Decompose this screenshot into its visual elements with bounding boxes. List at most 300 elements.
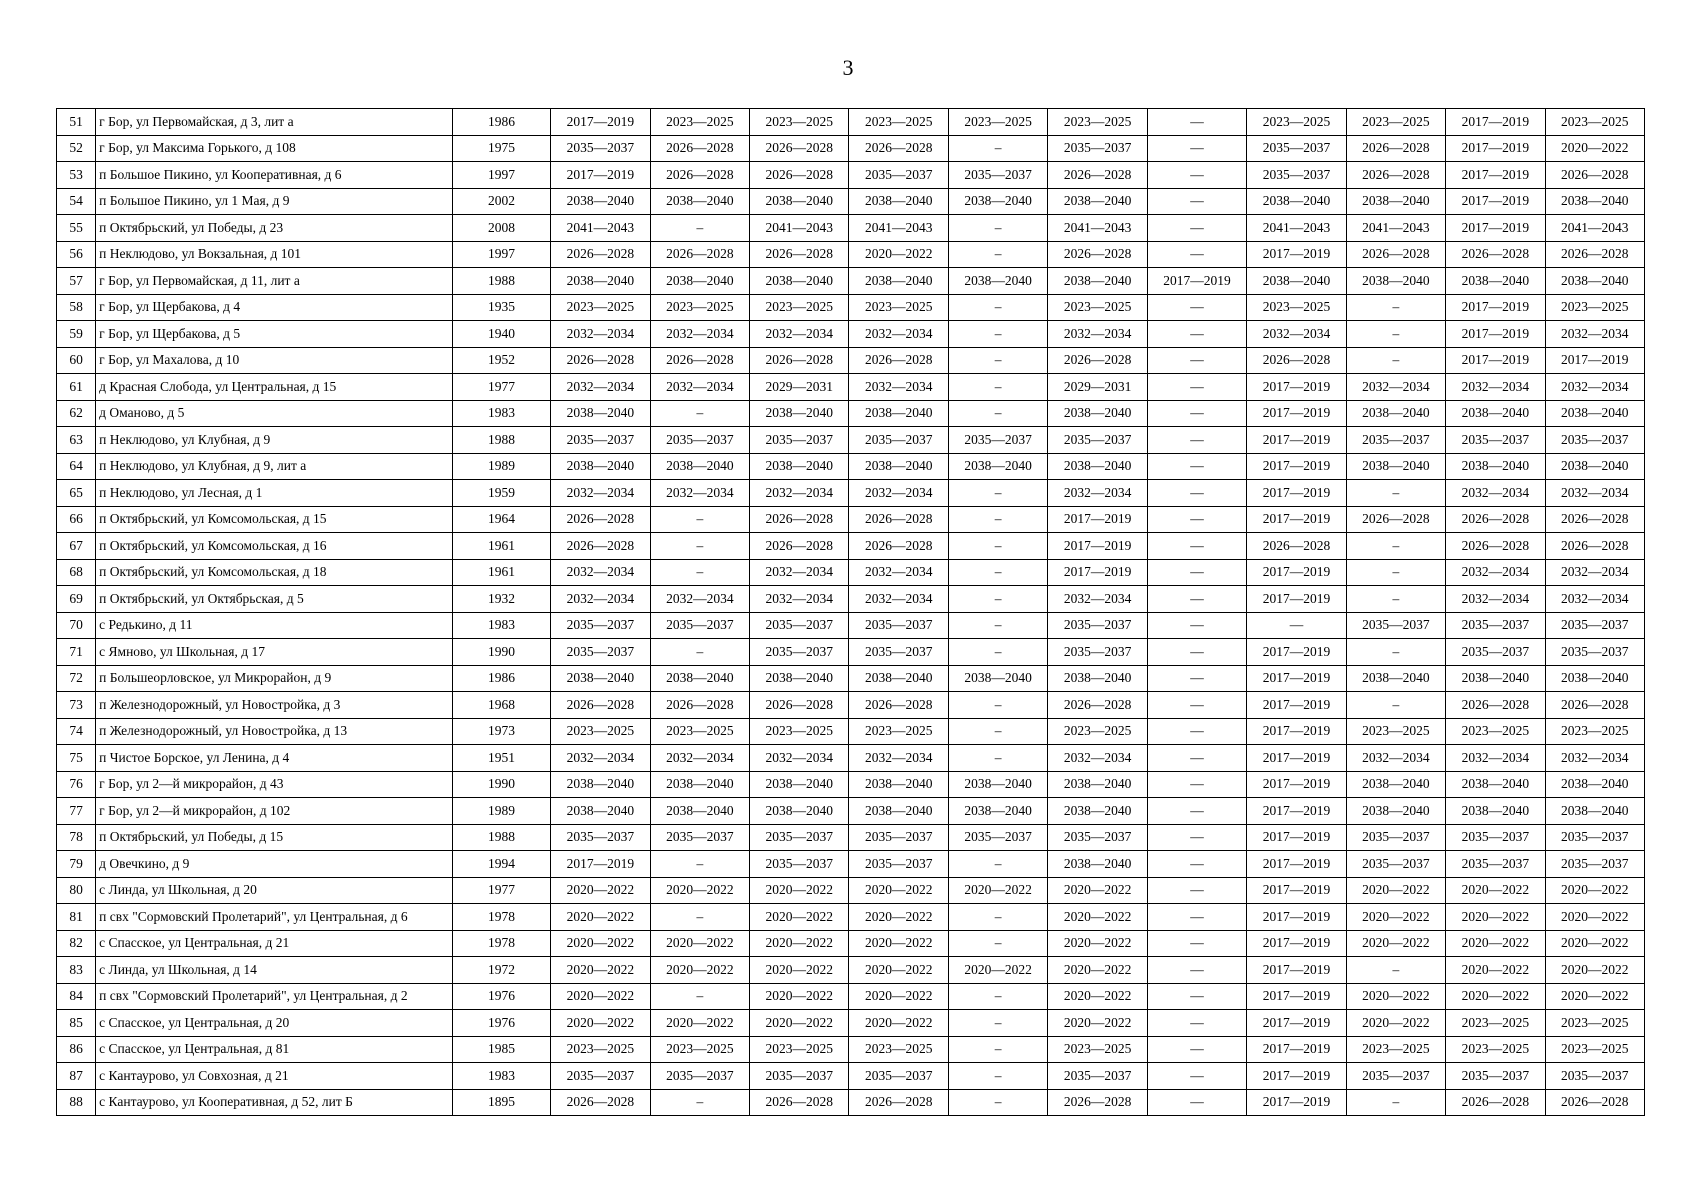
row-number-cell: 83 xyxy=(57,957,96,984)
repair-period-cell: 2023—2025 xyxy=(650,294,749,321)
repair-period-cell: 2038—2040 xyxy=(1048,771,1147,798)
repair-period-cell: — xyxy=(1147,1010,1246,1037)
repair-period-cell: 2038—2040 xyxy=(1346,798,1445,825)
repair-period-cell: 2017—2019 xyxy=(1247,506,1346,533)
repair-period-cell: 2026—2028 xyxy=(849,347,948,374)
repair-period-cell: 2035—2037 xyxy=(650,1063,749,1090)
repair-period-cell: — xyxy=(1147,400,1246,427)
repair-period-cell: 2035—2037 xyxy=(1346,1063,1445,1090)
repair-period-cell: – xyxy=(948,1063,1047,1090)
repair-period-cell: 2041—2043 xyxy=(849,215,948,242)
repair-period-cell: 2038—2040 xyxy=(948,771,1047,798)
repair-period-cell: 2023—2025 xyxy=(551,1036,650,1063)
repair-period-cell: 2038—2040 xyxy=(1346,665,1445,692)
repair-period-cell: 2035—2037 xyxy=(1048,427,1147,454)
table-row xyxy=(57,718,1645,745)
repair-period-cell: 2026—2028 xyxy=(849,533,948,560)
repair-period-cell: – xyxy=(650,983,749,1010)
address-cell: с Линда, ул Школьная, д 14 xyxy=(96,957,453,984)
address-cell: п Октябрьский, ул Комсомольская, д 16 xyxy=(96,533,453,560)
repair-period-cell: 2038—2040 xyxy=(551,453,650,480)
repair-period-cell: 2032—2034 xyxy=(750,745,849,772)
repair-period-cell: 2035—2037 xyxy=(750,1063,849,1090)
repair-period-cell: 2038—2040 xyxy=(1545,798,1644,825)
repair-period-cell: 2020—2022 xyxy=(849,241,948,268)
repair-period-cell: — xyxy=(1147,506,1246,533)
repair-period-cell: 2035—2037 xyxy=(551,612,650,639)
repair-period-cell: — xyxy=(1147,639,1246,666)
table-row xyxy=(57,851,1645,878)
repair-period-cell: 2026—2028 xyxy=(1346,241,1445,268)
repair-period-cell: 2026—2028 xyxy=(551,347,650,374)
repair-period-cell: 2017—2019 xyxy=(1247,930,1346,957)
row-number-cell: 60 xyxy=(57,347,96,374)
repair-period-cell: 2020—2022 xyxy=(650,1010,749,1037)
repair-period-cell: 2038—2040 xyxy=(1346,771,1445,798)
repair-period-cell: 2038—2040 xyxy=(1048,188,1147,215)
repair-period-cell: 2035—2037 xyxy=(1048,135,1147,162)
repair-period-cell: – xyxy=(948,930,1047,957)
repair-period-cell: 2032—2034 xyxy=(551,745,650,772)
address-cell: п Большеорловское, ул Микрорайон, д 9 xyxy=(96,665,453,692)
repair-period-cell: 2023—2025 xyxy=(849,294,948,321)
repair-period-cell: 2038—2040 xyxy=(1545,188,1644,215)
repair-period-cell: – xyxy=(948,321,1047,348)
repair-period-cell: — xyxy=(1147,347,1246,374)
repair-period-cell: 2032—2034 xyxy=(551,480,650,507)
repair-period-cell: 2020—2022 xyxy=(849,904,948,931)
address-cell: п Железнодорожный, ул Новостройка, д 3 xyxy=(96,692,453,719)
repair-period-cell: 2026—2028 xyxy=(551,1089,650,1116)
repair-period-cell: – xyxy=(948,215,1047,242)
repair-period-cell: 2023—2025 xyxy=(650,109,749,136)
repair-period-cell: 2017—2019 xyxy=(1247,824,1346,851)
repair-period-cell: – xyxy=(948,851,1047,878)
table-row xyxy=(57,533,1645,560)
repair-period-cell: 2038—2040 xyxy=(650,665,749,692)
repair-period-cell: 2038—2040 xyxy=(1545,268,1644,295)
year-built-cell: 1959 xyxy=(452,480,550,507)
repair-period-cell: 2026—2028 xyxy=(1346,506,1445,533)
row-number-cell: 81 xyxy=(57,904,96,931)
repair-period-cell: 2035—2037 xyxy=(849,1063,948,1090)
year-built-cell: 1935 xyxy=(452,294,550,321)
repair-period-cell: 2020—2022 xyxy=(750,1010,849,1037)
repair-period-cell: 2026—2028 xyxy=(750,162,849,189)
repair-period-cell: 2017—2019 xyxy=(1247,400,1346,427)
repair-period-cell: 2017—2019 xyxy=(1247,586,1346,613)
repair-period-cell: – xyxy=(1346,480,1445,507)
row-number-cell: 74 xyxy=(57,718,96,745)
table-row xyxy=(57,162,1645,189)
repair-period-cell: 2017—2019 xyxy=(1545,347,1644,374)
year-built-cell: 1972 xyxy=(452,957,550,984)
table-row xyxy=(57,268,1645,295)
repair-period-cell: 2038—2040 xyxy=(1446,268,1545,295)
repair-period-cell: 2017—2019 xyxy=(1247,1036,1346,1063)
table-row xyxy=(57,586,1645,613)
repair-period-cell: – xyxy=(948,639,1047,666)
repair-period-cell: 2026—2028 xyxy=(650,135,749,162)
repair-period-cell: – xyxy=(1346,321,1445,348)
repair-period-cell: 2020—2022 xyxy=(750,877,849,904)
repair-period-cell: – xyxy=(948,294,1047,321)
repair-period-cell: 2026—2028 xyxy=(750,692,849,719)
repair-period-cell: 2017—2019 xyxy=(1247,453,1346,480)
address-cell: г Бор, ул Щербакова, д 4 xyxy=(96,294,453,321)
repair-period-cell: 2032—2034 xyxy=(1545,586,1644,613)
repair-period-cell: 2038—2040 xyxy=(650,188,749,215)
table-row xyxy=(57,1089,1645,1116)
repair-period-cell: 2020—2022 xyxy=(1048,957,1147,984)
repair-period-cell: – xyxy=(948,506,1047,533)
address-cell: г Бор, ул Первомайская, д 3, лит а xyxy=(96,109,453,136)
repair-period-cell: 2017—2019 xyxy=(1247,771,1346,798)
repair-period-cell: 2035—2037 xyxy=(1048,1063,1147,1090)
repair-period-cell: 2035—2037 xyxy=(1346,427,1445,454)
repair-period-cell: 2035—2037 xyxy=(750,427,849,454)
repair-period-cell: 2017—2019 xyxy=(551,162,650,189)
repair-period-cell: 2017—2019 xyxy=(1247,1063,1346,1090)
repair-period-cell: 2032—2034 xyxy=(1545,374,1644,401)
repair-period-cell: 2017—2019 xyxy=(1247,1010,1346,1037)
repair-period-cell: 2020—2022 xyxy=(650,957,749,984)
repair-period-cell: 2017—2019 xyxy=(551,109,650,136)
repair-period-cell: 2017—2019 xyxy=(1446,135,1545,162)
address-cell: п Железнодорожный, ул Новостройка, д 13 xyxy=(96,718,453,745)
row-number-cell: 76 xyxy=(57,771,96,798)
repair-period-cell: 2038—2040 xyxy=(750,665,849,692)
repair-period-cell: – xyxy=(650,506,749,533)
row-number-cell: 84 xyxy=(57,983,96,1010)
row-number-cell: 85 xyxy=(57,1010,96,1037)
repair-period-cell: 2020—2022 xyxy=(948,877,1047,904)
repair-period-cell: 2035—2037 xyxy=(1346,612,1445,639)
repair-period-cell: 2038—2040 xyxy=(551,771,650,798)
repair-period-cell: 2026—2028 xyxy=(849,1089,948,1116)
repair-period-cell: 2038—2040 xyxy=(849,268,948,295)
row-number-cell: 55 xyxy=(57,215,96,242)
repair-period-cell: 2017—2019 xyxy=(1147,268,1246,295)
repair-period-cell: 2023—2025 xyxy=(948,109,1047,136)
address-cell: г Бор, ул Максима Горького, д 108 xyxy=(96,135,453,162)
repair-period-cell: – xyxy=(948,533,1047,560)
repair-period-cell: 2032—2034 xyxy=(849,321,948,348)
repair-period-cell: – xyxy=(948,586,1047,613)
repair-period-cell: 2038—2040 xyxy=(750,771,849,798)
address-cell: п Неклюдово, ул Клубная, д 9 xyxy=(96,427,453,454)
repair-period-cell: — xyxy=(1247,612,1346,639)
repair-period-cell: 2035—2037 xyxy=(551,824,650,851)
repair-period-cell: 2035—2037 xyxy=(551,427,650,454)
year-built-cell: 1983 xyxy=(452,612,550,639)
repair-period-cell: 2041—2043 xyxy=(1346,215,1445,242)
table-body xyxy=(57,109,1645,1116)
year-built-cell: 2008 xyxy=(452,215,550,242)
repair-period-cell: 2020—2022 xyxy=(1346,1010,1445,1037)
year-built-cell: 1997 xyxy=(452,241,550,268)
repair-period-cell: — xyxy=(1147,321,1246,348)
repair-period-cell: 2032—2034 xyxy=(1545,745,1644,772)
repair-period-cell: 2038—2040 xyxy=(1346,188,1445,215)
repair-period-cell: 2032—2034 xyxy=(1247,321,1346,348)
repair-period-cell: 2020—2022 xyxy=(1446,983,1545,1010)
repair-period-cell: 2035—2037 xyxy=(1446,639,1545,666)
repair-period-cell: 2032—2034 xyxy=(750,586,849,613)
repair-period-cell: — xyxy=(1147,692,1246,719)
repair-period-cell: 2020—2022 xyxy=(849,983,948,1010)
repair-period-cell: — xyxy=(1147,241,1246,268)
row-number-cell: 75 xyxy=(57,745,96,772)
table-row xyxy=(57,347,1645,374)
table-row xyxy=(57,109,1645,136)
year-built-cell: 1997 xyxy=(452,162,550,189)
year-built-cell: 1988 xyxy=(452,824,550,851)
address-cell: г Бор, ул 2—й микрорайон, д 43 xyxy=(96,771,453,798)
repair-period-cell: 2026—2028 xyxy=(650,347,749,374)
repair-period-cell: 2038—2040 xyxy=(1048,798,1147,825)
repair-period-cell: — xyxy=(1147,877,1246,904)
repair-period-cell: 2038—2040 xyxy=(1446,771,1545,798)
repair-period-cell: 2032—2034 xyxy=(1446,559,1545,586)
repair-period-cell: 2035—2037 xyxy=(650,612,749,639)
repair-period-cell: — xyxy=(1147,480,1246,507)
repair-period-cell: – xyxy=(948,718,1047,745)
year-built-cell: 1985 xyxy=(452,1036,550,1063)
repair-period-cell: 2017—2019 xyxy=(1048,533,1147,560)
repair-period-cell: 2032—2034 xyxy=(1446,480,1545,507)
repair-period-cell: 2035—2037 xyxy=(1247,162,1346,189)
year-built-cell: 1964 xyxy=(452,506,550,533)
repair-period-cell: – xyxy=(1346,692,1445,719)
repair-period-cell: 2038—2040 xyxy=(750,188,849,215)
row-number-cell: 59 xyxy=(57,321,96,348)
repair-period-cell: — xyxy=(1147,718,1246,745)
repair-period-cell: 2023—2025 xyxy=(1346,1036,1445,1063)
repair-period-cell: 2035—2037 xyxy=(849,612,948,639)
repair-period-cell: 2038—2040 xyxy=(1446,798,1545,825)
repair-period-cell: 2038—2040 xyxy=(750,268,849,295)
address-cell: п Октябрьский, ул Победы, д 23 xyxy=(96,215,453,242)
repair-period-cell: – xyxy=(650,904,749,931)
repair-period-cell: 2020—2022 xyxy=(750,957,849,984)
address-cell: с Редькино, д 11 xyxy=(96,612,453,639)
table-row xyxy=(57,612,1645,639)
repair-period-cell: 2038—2040 xyxy=(650,268,749,295)
repair-period-cell: 2038—2040 xyxy=(948,665,1047,692)
repair-period-cell: 2038—2040 xyxy=(1048,851,1147,878)
repair-period-cell: 2026—2028 xyxy=(750,241,849,268)
repair-period-cell: 2038—2040 xyxy=(551,268,650,295)
address-cell: с Спасское, ул Центральная, д 81 xyxy=(96,1036,453,1063)
repair-period-cell: 2023—2025 xyxy=(1346,109,1445,136)
repair-period-cell: 2026—2028 xyxy=(1346,162,1445,189)
table-row xyxy=(57,692,1645,719)
repair-period-cell: 2026—2028 xyxy=(849,506,948,533)
repair-period-cell: 2020—2022 xyxy=(1446,877,1545,904)
repair-period-cell: – xyxy=(948,1036,1047,1063)
repair-period-cell: 2035—2037 xyxy=(948,162,1047,189)
repair-period-cell: 2026—2028 xyxy=(750,1089,849,1116)
repair-period-cell: — xyxy=(1147,453,1246,480)
repair-period-cell: 2032—2034 xyxy=(650,374,749,401)
repair-period-cell: 2035—2037 xyxy=(1545,612,1644,639)
repair-period-cell: 2038—2040 xyxy=(849,771,948,798)
repair-period-cell: — xyxy=(1147,851,1246,878)
repair-period-cell: 2026—2028 xyxy=(1048,162,1147,189)
row-number-cell: 62 xyxy=(57,400,96,427)
repair-period-cell: 2026—2028 xyxy=(1545,533,1644,560)
repair-period-cell: 2020—2022 xyxy=(849,877,948,904)
repair-period-cell: — xyxy=(1147,1089,1246,1116)
repair-period-cell: 2020—2022 xyxy=(1545,930,1644,957)
table-row xyxy=(57,321,1645,348)
table-row xyxy=(57,904,1645,931)
repair-period-cell: 2038—2040 xyxy=(1446,453,1545,480)
row-number-cell: 66 xyxy=(57,506,96,533)
repair-period-cell: – xyxy=(948,1010,1047,1037)
year-built-cell: 1986 xyxy=(452,665,550,692)
row-number-cell: 82 xyxy=(57,930,96,957)
year-built-cell: 1989 xyxy=(452,798,550,825)
repair-period-cell: 2038—2040 xyxy=(849,453,948,480)
repair-period-cell: 2017—2019 xyxy=(1446,188,1545,215)
repair-period-cell: — xyxy=(1147,215,1246,242)
repair-period-cell: 2017—2019 xyxy=(1446,162,1545,189)
repair-period-cell: – xyxy=(650,851,749,878)
repair-period-cell: 2020—2022 xyxy=(1446,930,1545,957)
table-row xyxy=(57,427,1645,454)
year-built-cell: 1976 xyxy=(452,983,550,1010)
repair-period-cell: 2020—2022 xyxy=(551,957,650,984)
repair-period-cell: 2032—2034 xyxy=(650,745,749,772)
repair-period-cell: 2026—2028 xyxy=(1545,506,1644,533)
repair-period-cell: 2035—2037 xyxy=(1446,851,1545,878)
repair-period-cell: 2020—2022 xyxy=(1545,904,1644,931)
repair-period-cell: – xyxy=(948,612,1047,639)
row-number-cell: 68 xyxy=(57,559,96,586)
address-cell: п Неклюдово, ул Клубная, д 9, лит а xyxy=(96,453,453,480)
table-row xyxy=(57,665,1645,692)
repair-period-cell: 2017—2019 xyxy=(1247,374,1346,401)
repair-period-cell: 2038—2040 xyxy=(849,798,948,825)
repair-period-cell: — xyxy=(1147,374,1246,401)
repair-period-cell: 2035—2037 xyxy=(1247,135,1346,162)
repair-period-cell: 2038—2040 xyxy=(1446,400,1545,427)
repair-period-cell: 2038—2040 xyxy=(1048,268,1147,295)
repair-period-cell: 2026—2028 xyxy=(551,241,650,268)
repair-period-cell: 2026—2028 xyxy=(1545,162,1644,189)
repair-period-cell: 2032—2034 xyxy=(1545,559,1644,586)
repair-period-cell: 2017—2019 xyxy=(1247,559,1346,586)
repair-period-cell: 2017—2019 xyxy=(1247,957,1346,984)
repair-period-cell: 2017—2019 xyxy=(1247,851,1346,878)
repair-period-cell: 2032—2034 xyxy=(650,480,749,507)
repair-period-cell: 2023—2025 xyxy=(849,1036,948,1063)
repair-period-cell: 2026—2028 xyxy=(551,533,650,560)
repair-period-cell: 2035—2037 xyxy=(849,427,948,454)
repair-period-cell: 2020—2022 xyxy=(1346,983,1445,1010)
table-row xyxy=(57,506,1645,533)
repair-period-cell: 2026—2028 xyxy=(1446,1089,1545,1116)
table-row xyxy=(57,400,1645,427)
repair-period-cell: 2017—2019 xyxy=(1446,321,1545,348)
table-row xyxy=(57,1036,1645,1063)
repair-period-cell: 2020—2022 xyxy=(1446,904,1545,931)
year-built-cell: 1990 xyxy=(452,771,550,798)
repair-period-cell: – xyxy=(650,400,749,427)
repair-period-cell: 2038—2040 xyxy=(750,400,849,427)
repair-period-cell: 2020—2022 xyxy=(650,877,749,904)
address-cell: д Красная Слобода, ул Центральная, д 15 xyxy=(96,374,453,401)
repair-period-cell: 2038—2040 xyxy=(650,453,749,480)
repair-period-cell: 2020—2022 xyxy=(948,957,1047,984)
repair-period-cell: 2017—2019 xyxy=(1247,427,1346,454)
repair-period-cell: 2026—2028 xyxy=(1048,241,1147,268)
repair-period-cell: – xyxy=(1346,957,1445,984)
year-built-cell: 1988 xyxy=(452,268,550,295)
table-row xyxy=(57,215,1645,242)
row-number-cell: 70 xyxy=(57,612,96,639)
table-row xyxy=(57,798,1645,825)
repair-period-cell: 2038—2040 xyxy=(551,665,650,692)
address-cell: г Бор, ул 2—й микрорайон, д 102 xyxy=(96,798,453,825)
year-built-cell: 1986 xyxy=(452,109,550,136)
repair-period-cell: 2041—2043 xyxy=(1247,215,1346,242)
repair-period-cell: 2038—2040 xyxy=(1048,453,1147,480)
repair-period-cell: 2038—2040 xyxy=(551,400,650,427)
repair-period-cell: – xyxy=(650,639,749,666)
repair-period-cell: 2038—2040 xyxy=(948,268,1047,295)
repair-period-cell: 2026—2028 xyxy=(750,506,849,533)
repair-period-cell: 2020—2022 xyxy=(750,904,849,931)
repair-period-cell: 2023—2025 xyxy=(650,718,749,745)
row-number-cell: 63 xyxy=(57,427,96,454)
address-cell: г Бор, ул Первомайская, д 11, лит а xyxy=(96,268,453,295)
row-number-cell: 51 xyxy=(57,109,96,136)
repair-period-cell: 2035—2037 xyxy=(849,639,948,666)
repair-period-cell: – xyxy=(1346,586,1445,613)
year-built-cell: 1961 xyxy=(452,559,550,586)
row-number-cell: 52 xyxy=(57,135,96,162)
row-number-cell: 67 xyxy=(57,533,96,560)
repair-period-cell: 2032—2034 xyxy=(1545,321,1644,348)
repair-period-cell: 2035—2037 xyxy=(1545,851,1644,878)
table-row xyxy=(57,930,1645,957)
row-number-cell: 80 xyxy=(57,877,96,904)
repair-period-cell: 2032—2034 xyxy=(750,480,849,507)
repair-period-cell: 2038—2040 xyxy=(948,798,1047,825)
repair-period-cell: 2035—2037 xyxy=(1446,1063,1545,1090)
table-row xyxy=(57,1010,1645,1037)
row-number-cell: 65 xyxy=(57,480,96,507)
address-cell: д Оманово, д 5 xyxy=(96,400,453,427)
row-number-cell: 77 xyxy=(57,798,96,825)
row-number-cell: 58 xyxy=(57,294,96,321)
year-built-cell: 1952 xyxy=(452,347,550,374)
repair-period-cell: 2020—2022 xyxy=(551,904,650,931)
repair-period-cell: 2017—2019 xyxy=(1247,241,1346,268)
repair-period-cell: 2041—2043 xyxy=(551,215,650,242)
repair-period-cell: 2038—2040 xyxy=(1346,268,1445,295)
repair-period-cell: – xyxy=(650,1089,749,1116)
repair-period-cell: — xyxy=(1147,612,1246,639)
repair-period-cell: 2023—2025 xyxy=(750,109,849,136)
repair-period-cell: 2023—2025 xyxy=(1048,718,1147,745)
year-built-cell: 1951 xyxy=(452,745,550,772)
repair-period-cell: 2017—2019 xyxy=(1048,559,1147,586)
repair-period-cell: 2017—2019 xyxy=(1247,639,1346,666)
